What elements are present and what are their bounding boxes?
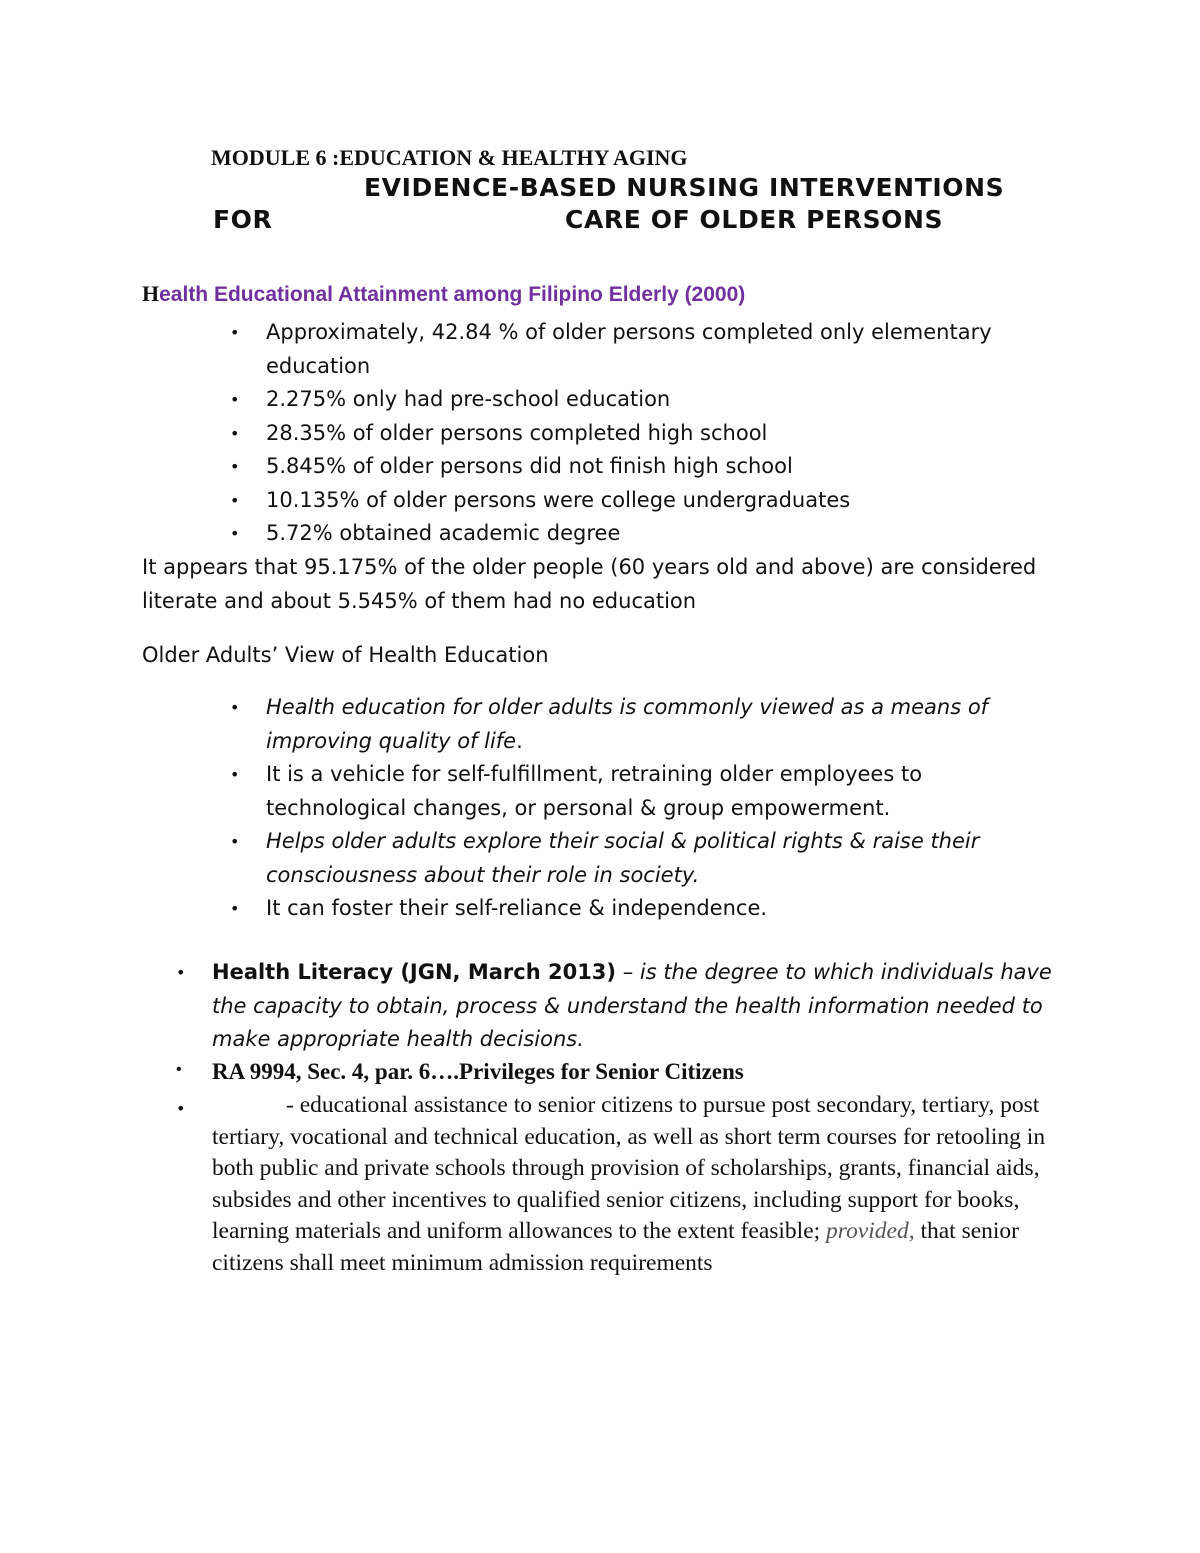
list-item-text: 2.275% only had pre-school education [266,387,671,411]
bullet: • [176,963,186,982]
health-literacy-list [176,956,1072,1057]
list-item [230,383,1066,417]
list-item [230,316,1066,383]
list-item [230,825,1056,892]
heading-initial: H [142,281,160,306]
list-item-text: It is a vehicle for self-fulfillment, retraining older employees to technological changes, or personal & group empowerment. [266,762,923,820]
bullet: • [230,457,240,476]
bullet: • [230,323,240,342]
ra-9994-heading: RA 9994, Sec. 4, par. 6….Privileges for Senior Citizens [212,1059,744,1084]
ra-text-provided: provided, [826,1218,915,1244]
list-item [230,450,1066,484]
view-list [230,691,1056,926]
bullet: • [230,899,240,918]
health-literacy-term: Health Literacy (JGN, March 2013) [212,960,617,984]
list-item-text: Approximately, 42.84 % of older persons completed only elementary education [266,320,992,378]
bullet: • [230,423,240,443]
bullet: • [176,1061,182,1078]
list-item-text: 10.135% of older persons were college undergraduates [266,487,851,512]
ra-text-end: that senior citizens shall meet minimum admission requirements [212,1218,1020,1276]
document-title-line-1: EVIDENCE-BASED NURSING INTERVENTIONS [364,173,1005,202]
list-item [230,691,1056,758]
bullet: • [230,832,240,851]
document-title-for: FOR [213,205,273,234]
ra-9994-heading-item [176,1059,744,1085]
document-title-line-2: CARE OF OLDER PERSONS [565,205,944,234]
ra-text-main: - educational assistance to senior citizens to pursue post secondary, tertiary, post tertiary, vocational and technical education, as well as short term courses for retooling in both public and private schools through provision of scholarships, grants, financial aids, subsides and other incentives to qualified senior citizens, including support for books, learning materials and uniform allowances to the extent feasible; [212,1092,1046,1244]
view-of-health-education-heading: Older Adults’ View of Health Education [142,643,549,667]
list-item-text: 28.35% of older persons completed high school [266,420,768,445]
literacy-conclusion: It appears that 95.175% of the older people (60 years old and above) are considered literate and about 5.545% of them had no education [142,555,1037,613]
list-item [230,484,1066,518]
module-title: MODULE 6 :EDUCATION & HEALTHY AGING [211,145,688,170]
list-item-period: . [516,728,523,753]
list-item-text: Health education for older adults is commonly viewed as a means of improving quality of life [266,695,989,753]
bullet: • [230,524,240,543]
list-item [230,517,1066,551]
list-item-text: 5.72% obtained academic degree [266,521,621,545]
list-item-text: It can foster their self-reliance & independence. [266,896,768,920]
bullet: • [230,390,240,409]
heading-rest: ealth Educational Attainment among Filipino Elderly (2000) [159,283,746,306]
list-item [176,956,1072,1057]
bullet: • [230,698,240,717]
bullet: • [176,1099,186,1118]
bullet: • [230,765,240,784]
ra-9994-text [176,1090,1092,1279]
dash: – [616,960,640,984]
list-item-text: Helps older adults explore their social & political rights & raise their consciousness about their role in society. [266,829,980,887]
list-item [230,892,1056,926]
educational-attainment-heading [142,281,745,307]
attainment-list [230,316,1066,551]
list-item [230,758,1056,825]
health-literacy-definition: is the degree to which individuals have the capacity to obtain, process & understand the health information needed to make appropriate health decisions. [212,960,1052,1051]
list-item-text: 5.845% of older persons did not finish high school [266,454,793,478]
bullet: • [230,490,240,510]
list-item [230,417,1066,451]
